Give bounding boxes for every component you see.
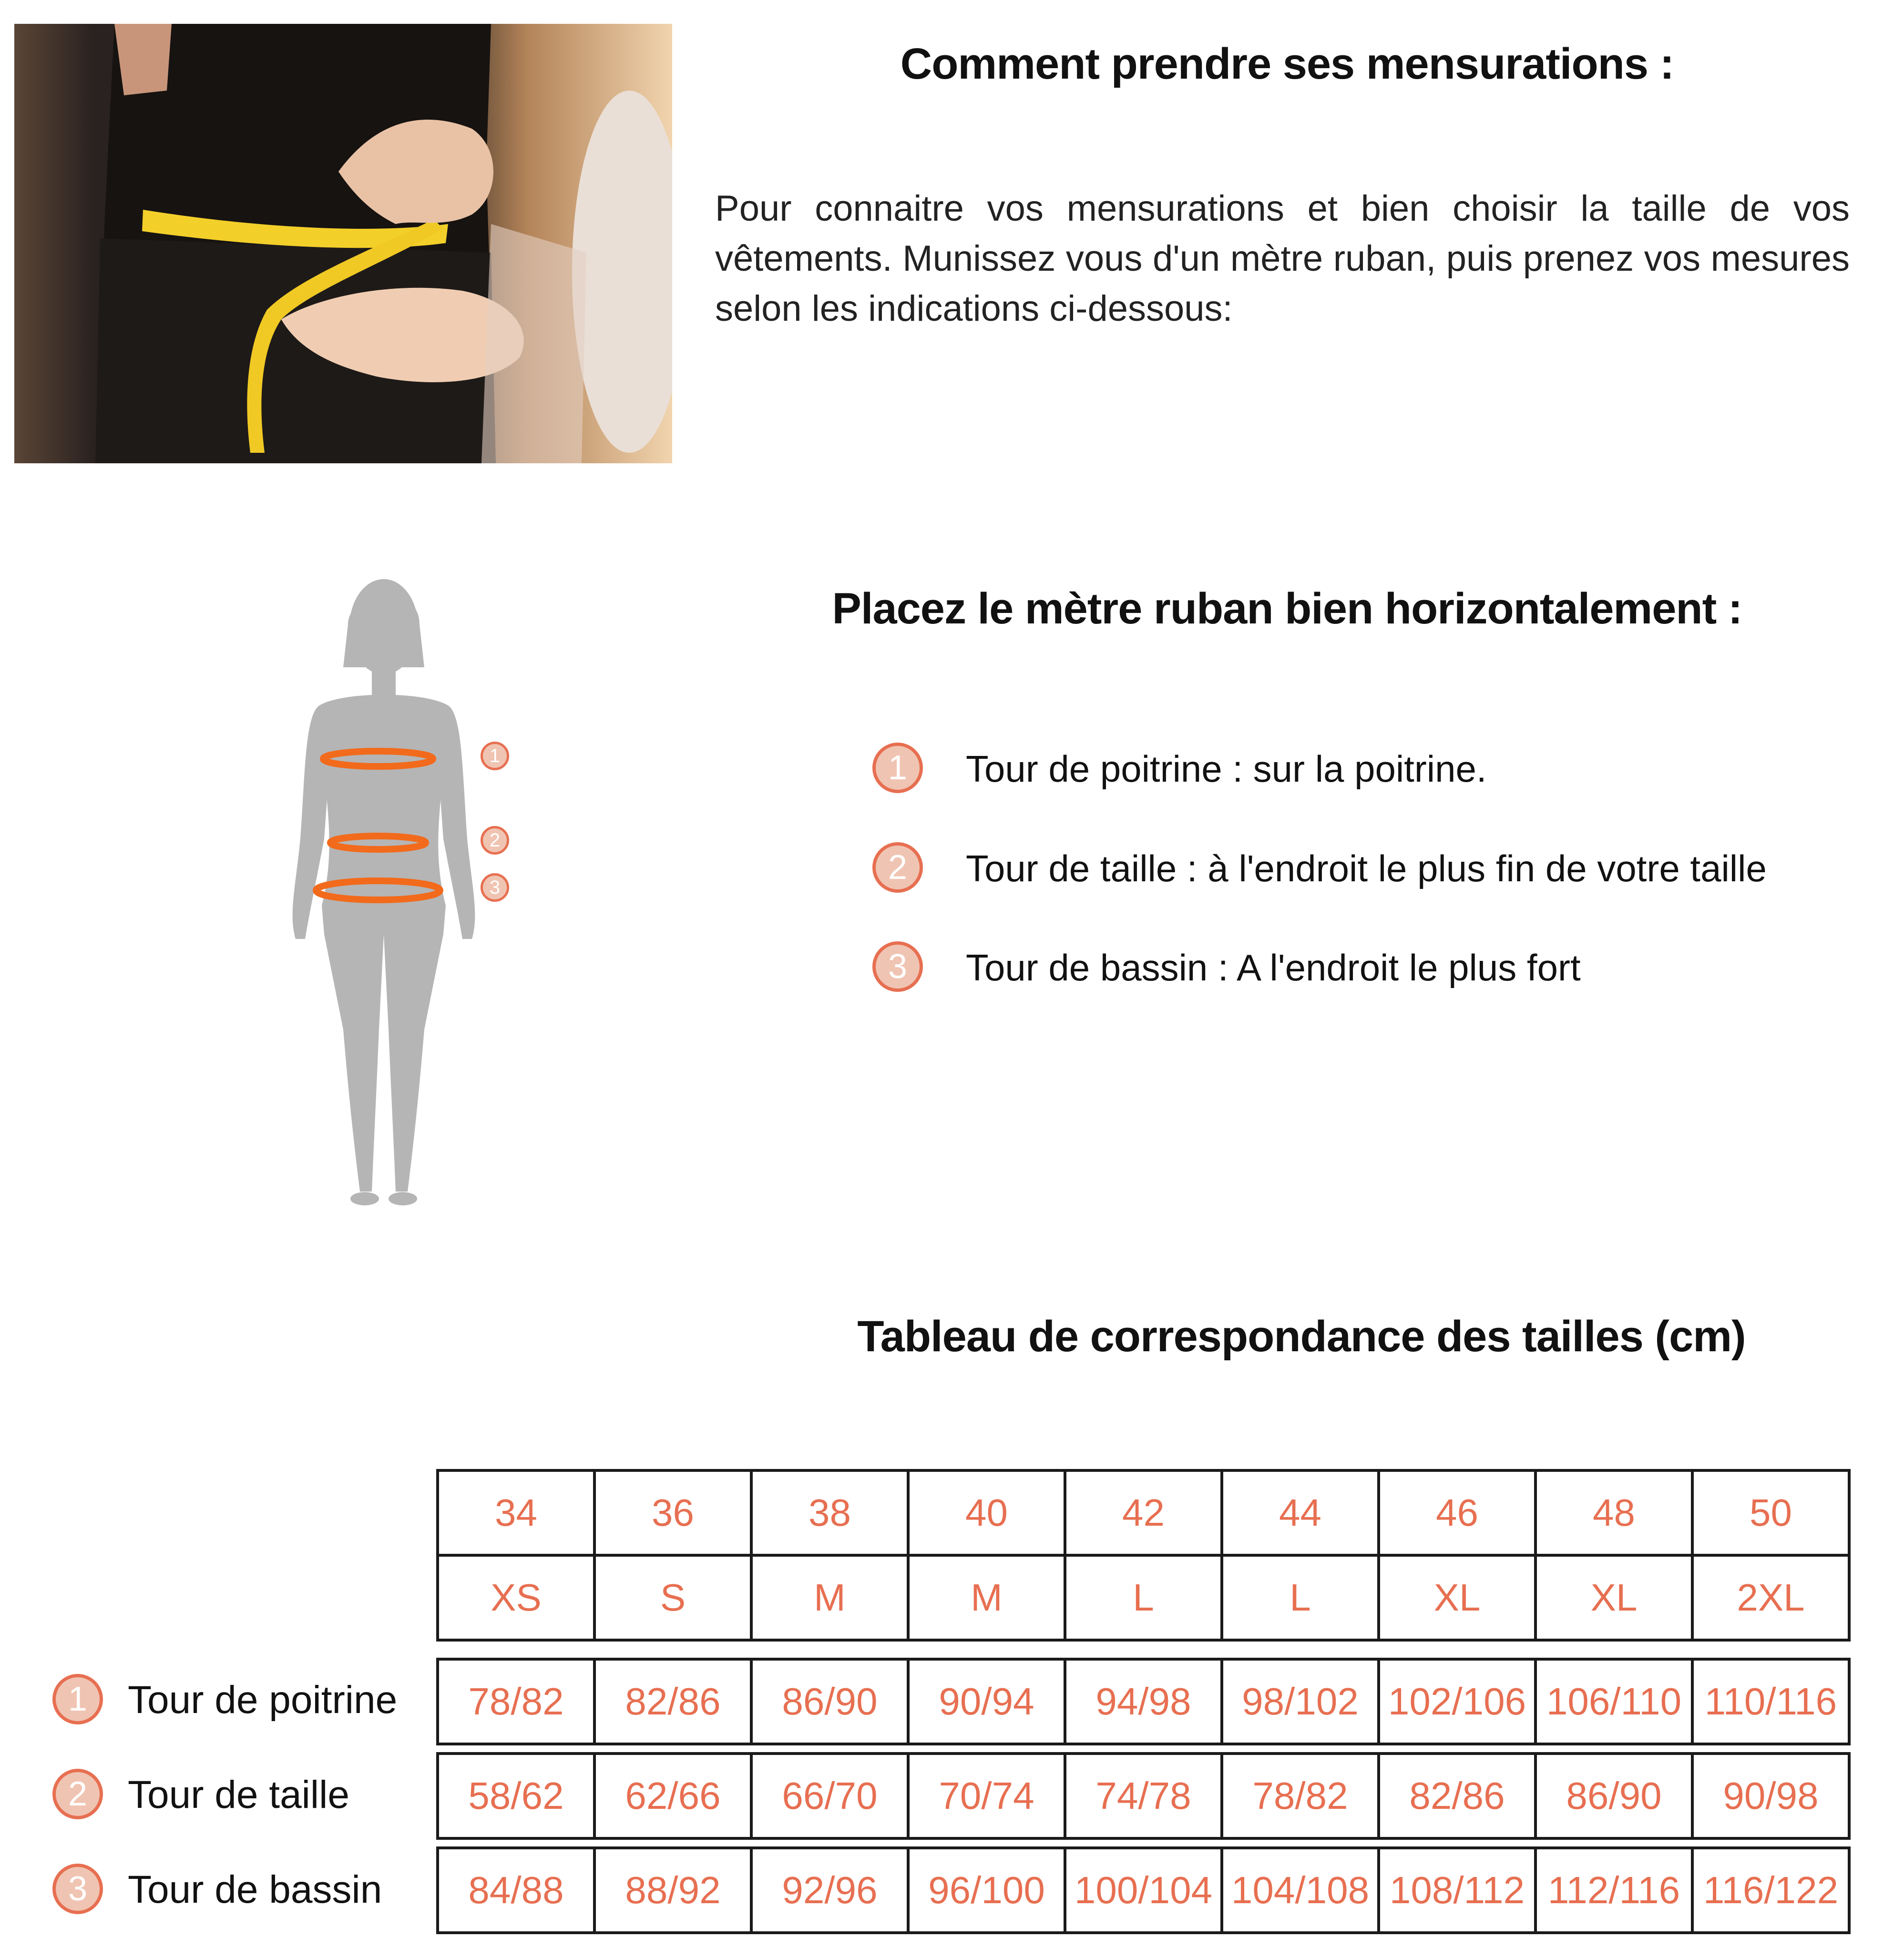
row-label-waist: [52, 1769, 434, 1821]
measure-cell: 110/116: [1692, 1659, 1849, 1744]
letter-size-cell: XL: [1535, 1555, 1692, 1640]
table-row: [438, 1848, 1849, 1933]
measure-cell: 86/90: [1535, 1754, 1692, 1838]
row-number-badge: 3: [52, 1864, 103, 1914]
step-text: Tour de bassin : A l'endroit le plus fort: [966, 947, 1581, 989]
measure-cell: 92/96: [751, 1848, 908, 1933]
letter-size-cell: M: [751, 1555, 908, 1640]
measure-cell: 86/90: [751, 1659, 908, 1744]
eu-size-cell: 36: [594, 1470, 751, 1555]
row-label-hips: [52, 1864, 434, 1916]
measure-cell: 100/104: [1065, 1848, 1222, 1933]
hips-measure-table: [436, 1846, 1851, 1934]
intro-text: Pour connaitre vos mensurations et bien choisir la taille de vos vêtements. Munissez vous d'un mètre ruban, puis prenez vos mesures selon les indications ci-dessous:: [715, 188, 1850, 329]
measure-cell: 78/82: [1222, 1754, 1379, 1838]
placement-title: Placez le mètre ruban bien horizontalement :: [832, 584, 1742, 633]
size-table-title: Tableau de correspondance des tailles (cm): [857, 1312, 1746, 1361]
size-header-table: [436, 1469, 1851, 1642]
eu-size-cell: 40: [908, 1470, 1065, 1555]
measure-cell: 70/74: [908, 1754, 1065, 1838]
tape-measure-illustration: [14, 24, 672, 463]
body-silhouette: [276, 572, 505, 1225]
letter-size-cell: XS: [438, 1555, 594, 1640]
measure-cell: 106/110: [1535, 1659, 1692, 1744]
table-row: [438, 1659, 1849, 1744]
row-label-chest: [52, 1674, 434, 1726]
measure-cell: 88/92: [594, 1848, 751, 1933]
figure-marker-1: 1: [481, 742, 509, 770]
measure-cell: 74/78: [1065, 1754, 1222, 1838]
letter-size-cell: M: [908, 1555, 1065, 1640]
figure-marker-3: 3: [481, 873, 509, 902]
step-text: Tour de taille : à l'endroit le plus fin de votre taille: [966, 847, 1767, 889]
measure-cell: 90/94: [908, 1659, 1065, 1744]
measure-cell: 58/62: [438, 1754, 594, 1838]
eu-size-cell: 48: [1535, 1470, 1692, 1555]
measure-cell: 96/100: [908, 1848, 1065, 1933]
measure-cell: 82/86: [594, 1659, 751, 1744]
measure-cell: 116/122: [1692, 1848, 1849, 1933]
measure-cell: 102/106: [1379, 1659, 1535, 1744]
eu-size-cell: 46: [1379, 1470, 1535, 1555]
row-number-badge: 1: [52, 1674, 103, 1724]
step-number-badge: 2: [872, 842, 923, 893]
eu-size-cell: 34: [438, 1470, 594, 1555]
measure-cell: 98/102: [1222, 1659, 1379, 1744]
letter-size-cell: XL: [1379, 1555, 1535, 1640]
measure-cell: 62/66: [594, 1754, 751, 1838]
female-silhouette-figure: [276, 572, 505, 1225]
step-number-badge: 1: [872, 743, 923, 793]
eu-size-row: [438, 1470, 1849, 1555]
measure-cell: 78/82: [438, 1659, 594, 1744]
measure-cell: 112/116: [1535, 1848, 1692, 1933]
figure-marker-2: 2: [481, 826, 509, 855]
chest-measure-table: [436, 1658, 1851, 1745]
step-text: Tour de poitrine : sur la poitrine.: [966, 748, 1487, 790]
step-number-badge: 3: [872, 941, 923, 992]
measure-cell: 90/98: [1692, 1754, 1849, 1838]
row-label-text: Tour de poitrine: [128, 1678, 398, 1722]
eu-size-cell: 44: [1222, 1470, 1379, 1555]
row-label-text: Tour de bassin: [128, 1868, 382, 1911]
measure-cell: 94/98: [1065, 1659, 1222, 1744]
letter-size-cell: 2XL: [1692, 1555, 1849, 1640]
letter-size-cell: S: [594, 1555, 751, 1640]
letter-size-row: [438, 1555, 1849, 1640]
eu-size-cell: 42: [1065, 1470, 1222, 1555]
eu-size-cell: 50: [1692, 1470, 1849, 1555]
intro-title: Comment prendre ses mensurations :: [900, 40, 1674, 88]
measure-cell: 66/70: [751, 1754, 908, 1838]
step-chest: [872, 743, 1873, 795]
measure-cell: 84/88: [438, 1848, 594, 1933]
row-label-text: Tour de taille: [128, 1773, 349, 1816]
measure-cell: 82/86: [1379, 1754, 1535, 1838]
step-hips: [872, 941, 1873, 994]
measure-cell: 104/108: [1222, 1848, 1379, 1933]
step-waist: [872, 842, 1873, 895]
measuring-photo: [14, 24, 672, 463]
row-number-badge: 2: [52, 1769, 103, 1819]
letter-size-cell: L: [1222, 1555, 1379, 1640]
table-row: [438, 1754, 1849, 1838]
eu-size-cell: 38: [751, 1470, 908, 1555]
waist-measure-table: [436, 1752, 1851, 1840]
measure-cell: 108/112: [1379, 1848, 1535, 1933]
letter-size-cell: L: [1065, 1555, 1222, 1640]
